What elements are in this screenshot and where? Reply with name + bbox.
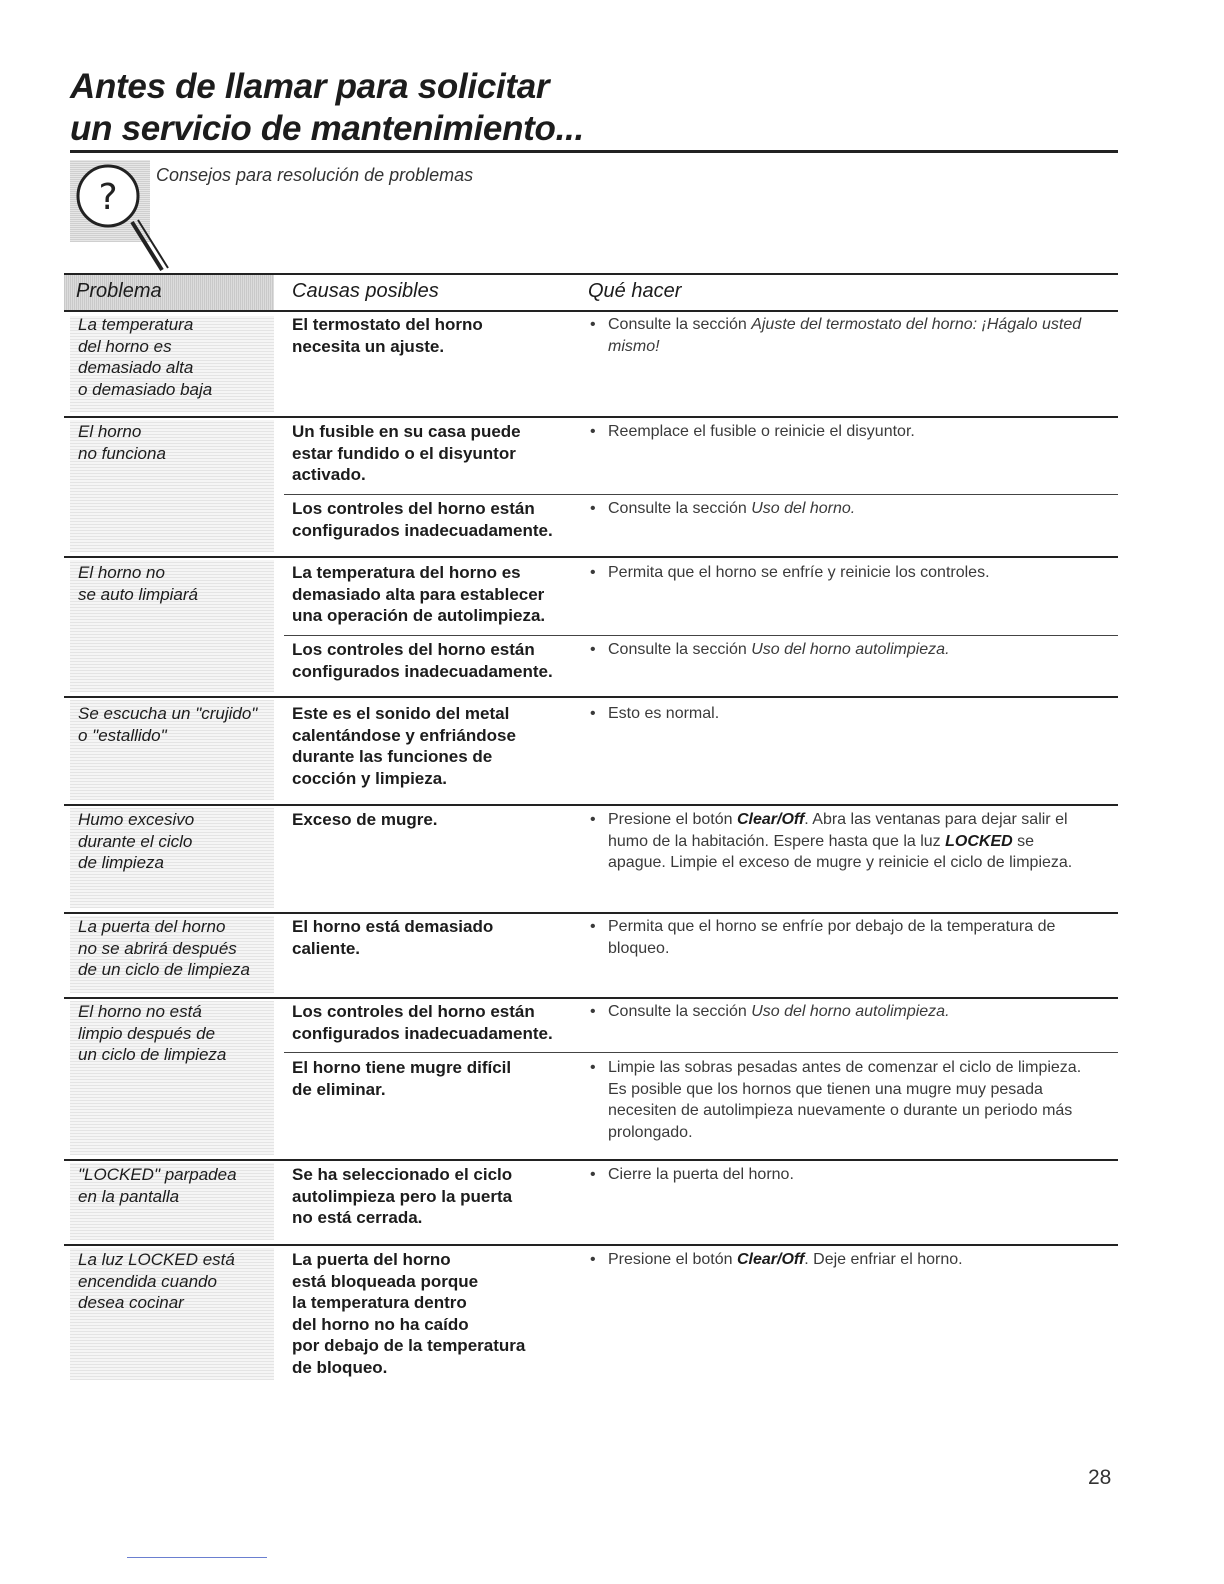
problem-line: "LOCKED" parpadea	[78, 1165, 237, 1184]
solution-segment: Consulte la sección	[608, 500, 752, 517]
bullet-icon: •	[590, 423, 596, 440]
cause-line: Los controles del horno están	[292, 499, 535, 518]
problem-line: o "estallido"	[78, 725, 167, 745]
cause-text	[292, 562, 582, 627]
solution-reference: Ajuste del termostato del horno: ¡Hágalo usted mismo!	[608, 316, 1082, 355]
problem-line: un ciclo de limpieza	[78, 1045, 227, 1064]
problem-text	[78, 421, 278, 464]
what-header: Qué hacer	[588, 280, 682, 302]
problem-line: o demasiado baja	[78, 379, 213, 399]
solution-emphasis: Clear/Off	[736, 1251, 805, 1268]
cause-divider	[284, 635, 1118, 636]
row-divider	[64, 696, 1118, 698]
problem-line: se auto limpiará	[78, 584, 199, 604]
solution-reference: Uso del horno.	[751, 500, 856, 517]
cause-text	[292, 809, 582, 831]
solution-body	[608, 1164, 1090, 1186]
bullet-icon: •	[590, 1003, 596, 1020]
cause-text	[292, 1249, 582, 1378]
problem-text	[78, 1249, 278, 1314]
solution-body	[608, 916, 1090, 959]
cause-line: cocción y limpieza.	[292, 768, 447, 788]
cause-line: configurados inadecuadamente.	[292, 661, 553, 681]
row-divider	[64, 997, 1118, 999]
problem-header-cell	[64, 275, 274, 310]
bullet-icon: •	[590, 316, 596, 333]
cause-text	[292, 421, 582, 486]
cause-line: demasiado alta para establecer	[292, 584, 545, 604]
problem-line: La temperatura	[78, 315, 194, 334]
problem-text	[78, 703, 278, 746]
problem-text	[78, 1164, 278, 1207]
problem-line: de limpieza	[78, 853, 164, 872]
cause-line: autolimpieza pero la puerta	[292, 1186, 513, 1206]
table-header-rule	[64, 310, 1118, 312]
cause-line: de bloqueo.	[292, 1357, 388, 1377]
row-divider	[64, 912, 1118, 914]
bullet-icon: •	[590, 1059, 596, 1076]
solution-text	[590, 421, 1090, 443]
problem-line: La puerta del horno	[78, 917, 226, 936]
page-number: 28	[1088, 1466, 1112, 1489]
bullet-icon: •	[590, 1166, 596, 1183]
cause-text	[292, 639, 582, 682]
cause-line: está bloqueada porque	[292, 1271, 479, 1291]
problem-line: El horno no está	[78, 1002, 202, 1021]
cause-line: Se ha seleccionado el ciclo	[292, 1165, 513, 1184]
cause-text	[292, 703, 582, 789]
cause-divider	[284, 494, 1118, 495]
row-divider	[64, 416, 1118, 418]
solution-segment: Limpie las sobras pesadas antes de comenzar el ciclo de limpieza. Es posible que los hornos que tienen una mugre muy pesada necesiten de autolimpieza nuevamente o durante un periodo más prolongado.	[608, 1059, 1082, 1141]
cause-line: El horno tiene mugre difícil	[292, 1058, 512, 1077]
bullet-icon: •	[590, 500, 596, 517]
solution-text	[590, 916, 1090, 959]
subtitle: Consejos para resolución de problemas	[156, 165, 474, 185]
solution-body	[608, 1057, 1090, 1143]
solution-text	[590, 809, 1090, 874]
problem-line: durante el ciclo	[78, 831, 193, 851]
solution-body	[608, 703, 1090, 725]
solution-segment: Presione el botón	[608, 1251, 737, 1268]
problem-line: La luz LOCKED está	[78, 1250, 235, 1269]
causes-header: Causas posibles	[292, 280, 439, 302]
solution-segment: Permita que el horno se enfríe y reinicie los controles.	[608, 564, 990, 581]
cause-line: Los controles del horno están	[292, 640, 535, 659]
cause-text	[292, 916, 582, 959]
solution-text	[590, 562, 1090, 584]
solution-text	[590, 498, 1090, 520]
problem-text	[78, 916, 278, 981]
solution-emphasis: LOCKED	[945, 832, 1013, 850]
solution-body	[608, 809, 1090, 874]
solution-emphasis: Clear/Off	[736, 811, 805, 828]
cause-line: configurados inadecuadamente.	[292, 520, 553, 540]
page-title-line-1: Antes de llamar para solicitar	[70, 67, 550, 106]
cause-line: Este es el sonido del metal	[292, 704, 510, 723]
solution-reference: Uso del horno autolimpieza.	[751, 641, 950, 658]
footer-line	[127, 1557, 267, 1558]
solution-segment: Reemplace el fusible o reinicie el disyuntor.	[608, 423, 915, 440]
cause-divider	[284, 1052, 1118, 1053]
cause-line: por debajo de la temperatura	[292, 1336, 526, 1355]
cause-text	[292, 498, 582, 541]
cause-line: caliente.	[292, 938, 361, 958]
solution-segment: Cierre la puerta del horno.	[608, 1166, 794, 1183]
problem-text	[78, 314, 278, 400]
cause-line: una operación de autolimpieza.	[292, 606, 546, 625]
cause-line: La temperatura del horno es	[292, 563, 521, 582]
cause-line: El horno está demasiado	[292, 917, 494, 936]
cause-line: Los controles del horno están	[292, 1002, 535, 1021]
cause-text	[292, 1001, 582, 1044]
problem-line: del horno es	[78, 336, 172, 356]
problem-text	[78, 1001, 278, 1066]
title-divider	[70, 150, 1118, 153]
bullet-icon: •	[590, 705, 596, 722]
problem-line: El horno	[78, 422, 142, 441]
solution-body	[608, 421, 1090, 443]
row-divider	[64, 804, 1118, 806]
problem-line: Humo excesivo	[78, 810, 195, 829]
solution-segment: . Abra las ventanas para dejar salir el humo de la habitación. Espere hasta que la luz	[608, 811, 1068, 850]
solution-segment: Consulte la sección	[608, 316, 752, 333]
problem-line: encendida cuando	[78, 1271, 217, 1291]
cause-line: de eliminar.	[292, 1079, 386, 1099]
cause-line: durante las funciones de	[292, 747, 493, 766]
cause-text	[292, 314, 582, 357]
cause-line: configurados inadecuadamente.	[292, 1023, 553, 1043]
solution-text	[590, 639, 1090, 661]
page-title	[70, 66, 1120, 150]
table-header	[64, 275, 1118, 310]
page-title-line-2: un servicio de mantenimiento...	[70, 109, 584, 148]
problem-line: no se abrirá después	[78, 938, 237, 958]
bullet-icon: •	[590, 918, 596, 935]
cause-line: Un fusible en su casa puede	[292, 422, 521, 441]
solution-text	[590, 1057, 1090, 1143]
bullet-icon: •	[590, 564, 596, 581]
cause-text	[292, 1164, 582, 1229]
problem-line: en la pantalla	[78, 1186, 180, 1206]
row-divider	[64, 556, 1118, 558]
cause-line: calentándose y enfriándose	[292, 725, 516, 745]
solution-text	[590, 314, 1090, 357]
cause-line: El termostato del horno	[292, 315, 483, 334]
solution-body	[608, 562, 1090, 584]
problem-line: Se escucha un "crujido"	[78, 704, 258, 723]
bullet-icon: •	[590, 641, 596, 658]
row-divider	[64, 1159, 1118, 1161]
solution-segment: . Deje enfriar el horno.	[804, 1251, 963, 1268]
solution-body	[608, 498, 1090, 520]
svg-text:?: ?	[98, 177, 118, 218]
problem-line: El horno no	[78, 563, 165, 582]
problem-text	[78, 809, 278, 874]
cause-line: la temperatura dentro	[292, 1293, 467, 1312]
cause-line: activado.	[292, 465, 366, 484]
solution-segment: Presione el botón	[608, 811, 737, 828]
solution-text	[590, 703, 1090, 725]
row-divider	[64, 1244, 1118, 1246]
problem-line: limpio después de	[78, 1023, 216, 1043]
cause-line: estar fundido o el disyuntor	[292, 443, 516, 463]
solution-segment: Permita que el horno se enfríe por debajo de la temperatura de bloqueo.	[608, 918, 1056, 957]
cause-line: no está cerrada.	[292, 1208, 423, 1227]
cause-line: Exceso de mugre.	[292, 810, 438, 829]
problem-line: desea cocinar	[78, 1293, 184, 1312]
solution-reference: Uso del horno autolimpieza.	[751, 1003, 950, 1020]
problem-line: demasiado alta	[78, 358, 194, 377]
solution-body	[608, 639, 1090, 661]
cause-line: del horno no ha caído	[292, 1314, 469, 1334]
bullet-icon: •	[590, 1251, 596, 1268]
solution-segment: se apague. Limpie el exceso de mugre y reinicie el ciclo de limpieza.	[608, 832, 1073, 871]
solution-segment: Consulte la sección	[608, 641, 752, 658]
solution-segment: Esto es normal.	[608, 705, 720, 722]
cause-text	[292, 1057, 582, 1100]
solution-body	[608, 1001, 1090, 1023]
solution-text	[590, 1164, 1090, 1186]
solution-text	[590, 1249, 1090, 1271]
problem-line: de un ciclo de limpieza	[78, 960, 250, 979]
problem-text	[78, 562, 278, 605]
solution-body	[608, 314, 1090, 357]
problem-line: no funciona	[78, 443, 166, 463]
problem-header: Problema	[76, 280, 162, 302]
cause-line: La puerta del horno	[292, 1250, 451, 1269]
solution-text	[590, 1001, 1090, 1023]
solution-body	[608, 1249, 1090, 1271]
solution-segment: Consulte la sección	[608, 1003, 752, 1020]
page-title-block	[70, 66, 1120, 150]
cause-line: necesita un ajuste.	[292, 336, 445, 356]
bullet-icon: •	[590, 811, 596, 828]
